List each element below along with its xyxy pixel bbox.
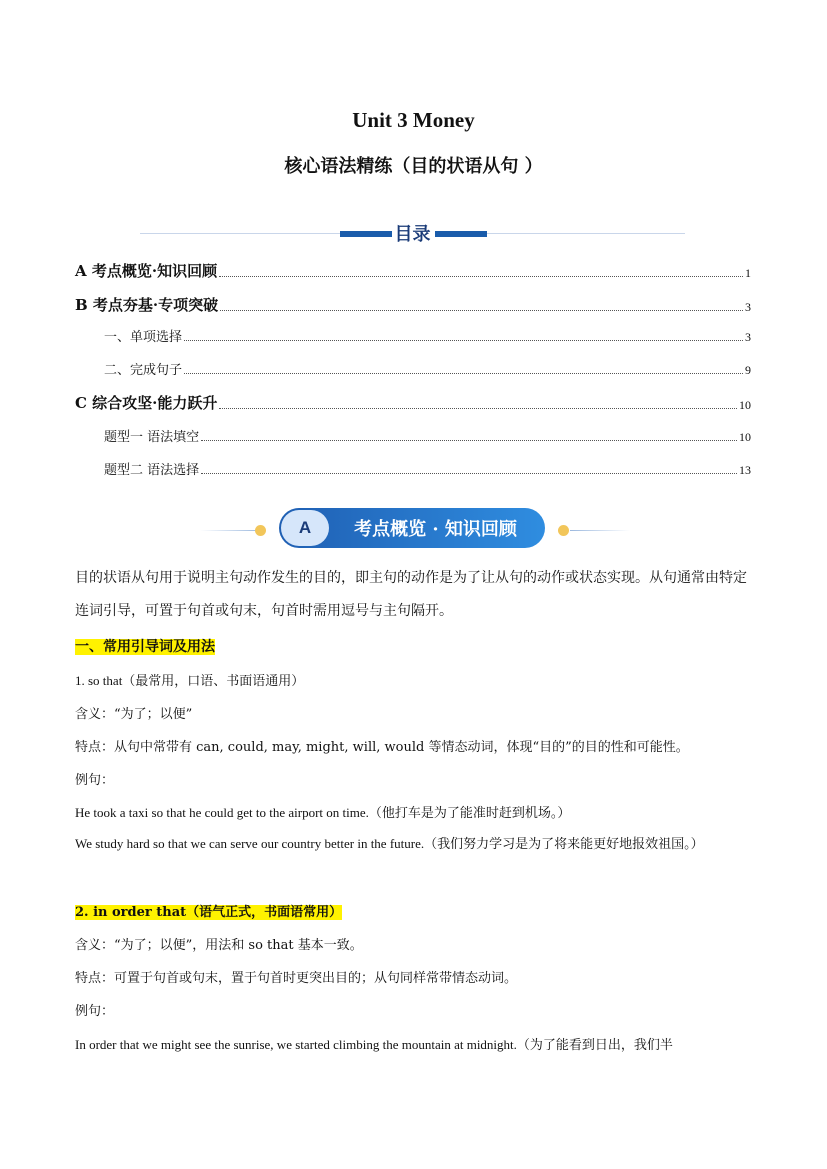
banner-letter: A (281, 510, 329, 546)
toc-item-page: 3 (745, 330, 751, 344)
item2-meaning: 含义：“为了；以便”，用法和 so that 基本一致。 (75, 938, 363, 953)
toc-item-b[interactable] (75, 294, 751, 315)
document-title: Unit 3 Money (352, 108, 475, 132)
toc-item-label: C 综合攻坚·能力跃升 (75, 394, 218, 412)
section-heading (75, 636, 765, 656)
section-banner (0, 507, 827, 551)
toc-leader (219, 275, 743, 277)
toc-item-c1[interactable] (104, 426, 751, 445)
item1-feature: 特点：从句中常带有 can, could, may, might, will, would 等情态动词，体现“目的”的目的性和可能性。 (75, 740, 689, 755)
toc-item-label: B 考点夯基·专项突破 (75, 296, 219, 314)
toc-item-a[interactable] (75, 260, 751, 281)
toc-item-page: 10 (739, 430, 751, 444)
banner-dot-left (255, 525, 266, 536)
banner-dot-right (558, 525, 569, 536)
toc-leader (201, 472, 737, 474)
banner-line-left (200, 530, 260, 531)
toc-leader (220, 309, 743, 311)
toc-item-page: 1 (745, 266, 751, 280)
toc-leader (184, 339, 743, 341)
toc-item-page: 3 (745, 300, 751, 314)
toc-item-label: 一、单项选择 (104, 330, 183, 345)
toc-item-page: 9 (745, 363, 751, 377)
toc-item-label: 二、完成句子 (104, 363, 183, 378)
item2-heading (75, 901, 765, 920)
toc-item-c[interactable] (75, 392, 751, 413)
toc-leader (201, 439, 737, 441)
toc-leader (219, 407, 737, 409)
item1-example-2: We study hard so that we can serve our country better in the future.（我们努力学习是为了将来能更好地报效祖国。） (75, 836, 704, 851)
toc-item-label: A 考点概览·知识回顾 (75, 262, 218, 280)
item1-meaning: 含义：“为了；以便” (75, 707, 193, 722)
toc-heading (140, 220, 685, 248)
toc-item-c2[interactable] (104, 459, 751, 478)
item1-title: 1. so that（最常用，口语、书面语通用） (75, 673, 305, 688)
toc-leader (184, 372, 743, 374)
toc-item-b2[interactable] (104, 359, 751, 378)
item2-title: 2. in order that（语气正式，书面语常用） (75, 905, 343, 920)
document-subtitle: 核心语法精练（目的状语从句 ） (284, 156, 543, 177)
item2-example-1: In order that we might see the sunrise, we started climbing the mountain at midnight.（为了能看到日出，我们半 (75, 1037, 673, 1052)
banner-text: 考点概览 · 知识回顾 (354, 519, 517, 540)
toc-title: 目录 (394, 224, 431, 245)
item1-example-label: 例句： (75, 773, 115, 788)
item2-feature: 特点：可置于句首或句末，置于句首时更突出目的；从句同样常带情态动词。 (75, 971, 518, 986)
section-heading-text: 一、常用引导词及用法 (75, 639, 215, 655)
toc-item-page: 13 (739, 463, 751, 477)
toc-item-page: 10 (739, 398, 751, 412)
toc-item-label: 题型二 语法选择 (104, 463, 200, 478)
toc-item-b1[interactable] (104, 326, 751, 345)
toc-item-label: 题型一 语法填空 (104, 430, 200, 445)
intro-paragraph: 目的状语从句用于说明主句动作发生的目的，即主句的动作是为了让从句的动作或状态实现。从句通常由特定连词引导，可置于句首或句末，句首时需用逗号与主句隔开。 (75, 570, 747, 619)
banner-line-right (570, 530, 630, 531)
item2-example-label: 例句： (75, 1004, 115, 1019)
item1-example-1: He took a taxi so that he could get to the airport on time.（他打车是为了能准时赶到机场。） (75, 805, 571, 820)
